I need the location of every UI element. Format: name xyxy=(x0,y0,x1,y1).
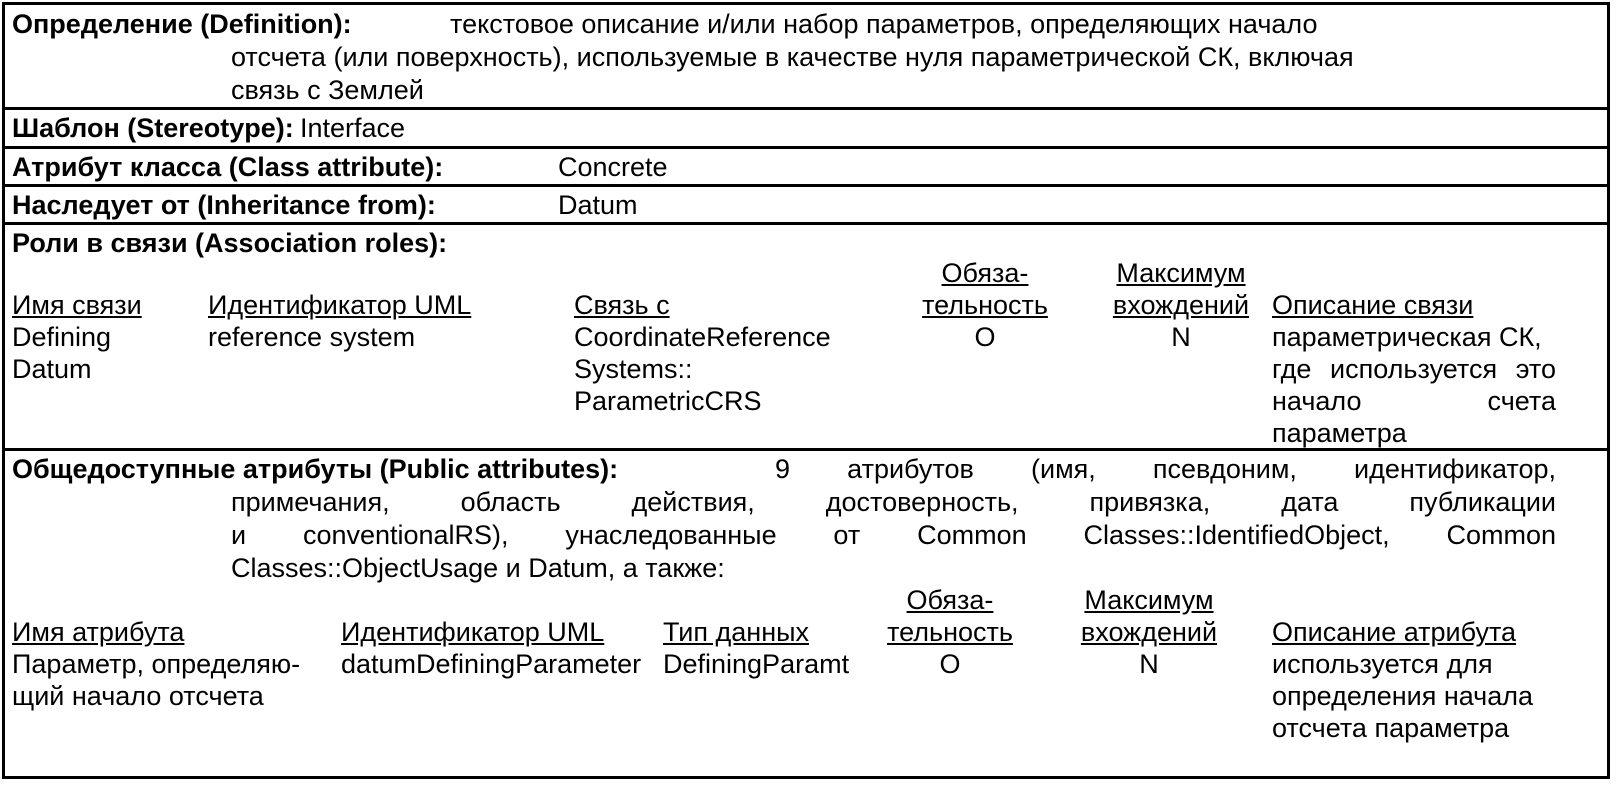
attr-description-line-2: определения начала xyxy=(1272,681,1534,711)
attr-header-max-line-2: вхождений xyxy=(1080,617,1218,647)
attr-description-line-1: используется для xyxy=(1272,649,1493,679)
attr-obligation-value: O xyxy=(939,649,961,679)
assoc-link-line-1: CoordinateReference xyxy=(574,322,831,352)
assoc-link-line-2: Systems:: xyxy=(574,354,693,384)
assoc-header-obligation-line-1: Обяза- xyxy=(941,258,1029,288)
assoc-max-value: N xyxy=(1171,322,1191,352)
attr-header-name: Имя атрибута xyxy=(12,617,185,647)
class-attribute-row xyxy=(5,149,1607,187)
inheritance-label: Наследует от (Inheritance from): xyxy=(12,190,436,220)
definition-row xyxy=(5,5,1607,110)
assoc-obligation-value: O xyxy=(974,322,996,352)
assoc-description-line-2: где используется это xyxy=(1272,354,1556,384)
assoc-link-line-3: ParametricCRS xyxy=(574,386,762,416)
assoc-header-max-line-2: вхождений xyxy=(1112,290,1250,320)
assoc-header-name: Имя связи xyxy=(12,290,142,320)
attr-name-line-1: Параметр, определяю- xyxy=(12,649,301,679)
assoc-header-obligation-line-2: тельность xyxy=(922,290,1048,320)
public-attributes-text-line-3: и conventionalRS), унаследованные от Common Classes::IdentifiedObject, Common xyxy=(231,520,1556,550)
assoc-header-max-line-1: Максимум xyxy=(1116,258,1246,288)
definition-text-line-2: отсчета (или поверхность), используемые в качестве нуля параметрической СК, включая xyxy=(231,42,1354,72)
attr-header-obligation-line-2: тельность xyxy=(887,617,1013,647)
attr-header-max-line-1: Максимум xyxy=(1084,585,1214,615)
assoc-description-line-3: начало счета xyxy=(1272,386,1556,416)
assoc-uml-identifier: reference system xyxy=(208,322,416,352)
public-attributes-label: Общедоступные атрибуты (Public attributes): xyxy=(12,454,619,484)
assoc-name-line-2: Datum xyxy=(12,354,92,384)
class-definition-table xyxy=(2,2,1610,779)
stereotype-row xyxy=(5,110,1607,149)
attr-header-obligation-line-1: Обяза- xyxy=(906,585,994,615)
attr-header-description: Описание атрибута xyxy=(1272,617,1517,647)
inheritance-row xyxy=(5,187,1607,225)
attr-description-line-3: отсчета параметра xyxy=(1272,713,1510,743)
public-attributes-text-line-1: 9 атрибутов (имя, псевдоним, идентификатор, xyxy=(775,454,1556,484)
stereotype-value: Interface xyxy=(300,113,406,143)
attr-header-type: Тип данных xyxy=(663,617,810,647)
association-roles-row xyxy=(5,225,1607,451)
assoc-name-line-1: Defining xyxy=(12,322,112,352)
public-attributes-row xyxy=(5,451,1607,771)
public-attributes-text-line-4: Classes::ObjectUsage и Datum, а также: xyxy=(231,553,725,583)
association-roles-label: Роли в связи (Association roles): xyxy=(12,228,448,258)
definition-label: Определение (Definition): xyxy=(12,9,352,39)
attr-uml-identifier: datumDefiningParameter xyxy=(341,649,642,679)
assoc-description-line-4: параметра xyxy=(1272,418,1407,448)
class-attribute-label: Атрибут класса (Class attribute): xyxy=(12,152,444,182)
attr-data-type: DefiningParamt xyxy=(663,649,850,679)
assoc-header-description: Описание связи xyxy=(1272,290,1474,320)
stereotype-label: Шаблон (Stereotype): xyxy=(12,113,294,143)
inheritance-value: Datum xyxy=(558,190,638,220)
attr-header-uml: Идентификатор UML xyxy=(341,617,605,647)
assoc-header-uml: Идентификатор UML xyxy=(208,290,472,320)
attr-name-line-2: щий начало отсчета xyxy=(12,681,264,711)
public-attributes-text-line-2: примечания, область действия, достоверность, привязка, дата публикации xyxy=(231,487,1556,517)
definition-text-line-1: текстовое описание и/или набор параметров, определяющих начало xyxy=(450,9,1318,39)
definition-text-line-3: связь с Землей xyxy=(231,75,424,105)
assoc-description-line-1: параметрическая СК, xyxy=(1272,322,1542,352)
class-attribute-value: Concrete xyxy=(558,152,668,182)
attr-max-value: N xyxy=(1139,649,1159,679)
assoc-header-link: Связь с xyxy=(574,290,670,320)
